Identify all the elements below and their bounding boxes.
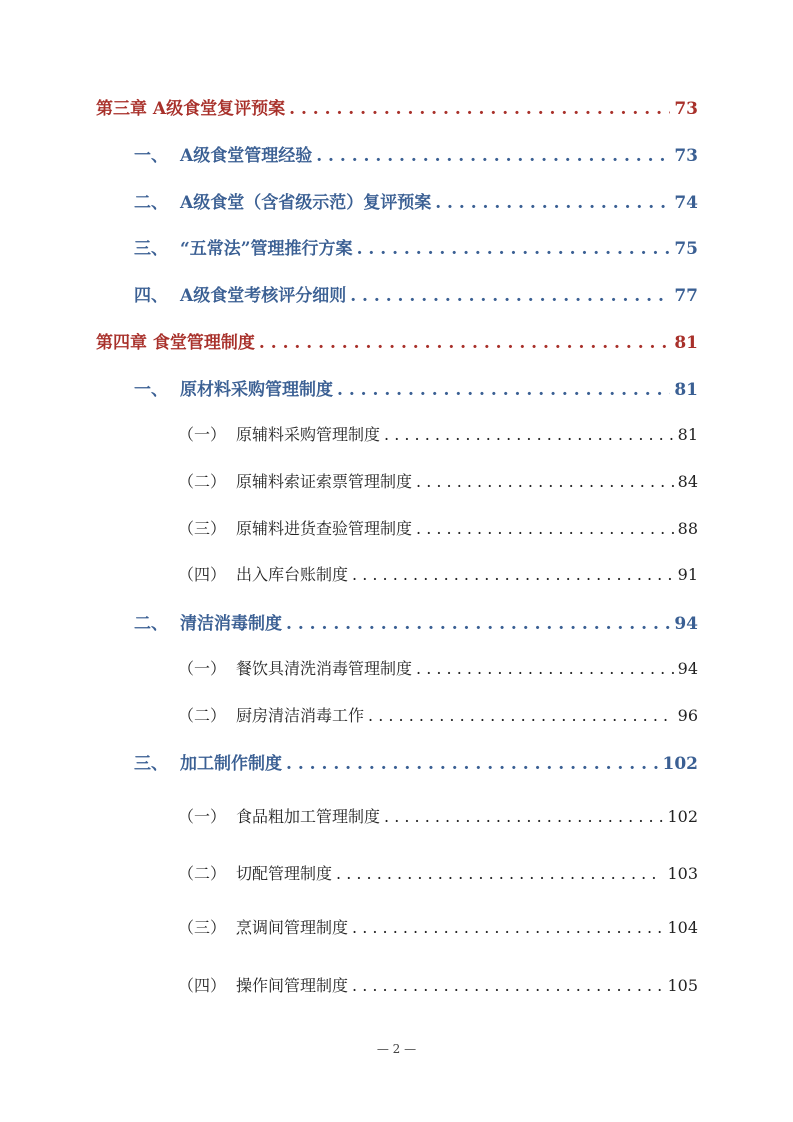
entry-title: A级食堂考核评分细则 (180, 286, 347, 306)
entry-title: 清洁消毒制度 (180, 614, 282, 634)
entry-number: （二） (178, 864, 227, 883)
entry-number: （三） (178, 918, 227, 937)
page-number: 81 (677, 425, 698, 444)
dot-leader (316, 146, 670, 166)
page-number: 94 (677, 659, 698, 678)
entry-number: 二、 (134, 614, 168, 634)
dot-leader (416, 472, 674, 491)
entry-title: 原辅料采购管理制度 (236, 425, 381, 444)
entry-title: 食品粗加工管理制度 (236, 807, 381, 826)
toc-entry-subsection[interactable] (178, 422, 698, 445)
toc-entry-section[interactable] (134, 375, 698, 400)
entry-number: 四、 (134, 286, 168, 306)
entry-title: 餐饮具清洗消毒管理制度 (236, 659, 413, 678)
page-number: 94 (674, 614, 698, 634)
toc-entry-section[interactable] (134, 749, 698, 774)
toc-entry-section[interactable] (134, 281, 698, 306)
entry-title: A级食堂管理经验 (180, 146, 313, 166)
page-number: 102 (662, 754, 698, 774)
page-number: 77 (674, 286, 698, 306)
entry-title: 厨房清洁消毒工作 (236, 706, 365, 725)
page-number: 88 (677, 519, 698, 538)
dot-leader (357, 239, 671, 259)
page-number: 84 (677, 472, 698, 491)
toc-entry-subsection[interactable] (178, 516, 698, 539)
dot-leader (286, 614, 670, 634)
entry-number: 第三章 (96, 99, 147, 119)
entry-title: “五常法”管理推行方案 (180, 239, 353, 259)
entry-title: 烹调间管理制度 (236, 918, 349, 937)
entry-title: 原辅料索证索票管理制度 (236, 472, 413, 491)
toc-entry-chapter-4[interactable] (96, 328, 698, 353)
entry-title: 加工制作制度 (180, 754, 282, 774)
toc-entry-subsection[interactable] (178, 861, 698, 884)
dot-leader (352, 976, 663, 995)
entry-number: （一） (178, 659, 227, 678)
entry-number: 三、 (134, 754, 168, 774)
entry-number: （三） (178, 519, 227, 538)
dot-leader (289, 99, 670, 119)
entry-number: 第四章 (96, 333, 147, 353)
toc-entry-section[interactable] (134, 188, 698, 213)
dot-leader (416, 659, 674, 678)
entry-title: 食堂管理制度 (152, 333, 255, 353)
page-number: 75 (674, 239, 698, 259)
entry-number: 一、 (134, 380, 168, 400)
dot-leader (352, 565, 674, 584)
dot-leader (286, 754, 659, 774)
toc-entry-section[interactable] (134, 234, 698, 259)
entry-title: 原材料采购管理制度 (180, 380, 333, 400)
dot-leader (259, 333, 670, 353)
toc-entry-subsection[interactable] (178, 973, 698, 996)
page-number: 74 (674, 193, 698, 213)
dot-leader (416, 519, 674, 538)
page-footer: — 2 — (376, 1042, 417, 1056)
entry-number: （二） (178, 472, 227, 491)
page-number: 102 (667, 807, 698, 826)
page-number: 81 (674, 333, 698, 353)
entry-number: 二、 (134, 193, 168, 213)
toc-entry-subsection[interactable] (178, 804, 698, 827)
entry-number: 三、 (134, 239, 168, 259)
entry-title: 切配管理制度 (236, 864, 333, 883)
page-number: 81 (674, 380, 698, 400)
toc-entry-subsection[interactable] (178, 469, 698, 492)
entry-title: 操作间管理制度 (236, 976, 349, 995)
entry-title: 原辅料进货查验管理制度 (236, 519, 413, 538)
toc-entry-subsection[interactable] (178, 915, 698, 938)
entry-number: 一、 (134, 146, 168, 166)
entry-title: A级食堂复评预案 (152, 99, 286, 119)
toc-entry-section[interactable] (134, 141, 698, 166)
dot-leader (337, 380, 670, 400)
entry-title: 出入库台账制度 (236, 565, 349, 584)
entry-number: （四） (178, 565, 227, 584)
toc-entry-subsection[interactable] (178, 656, 698, 679)
page-number: 73 (674, 146, 698, 166)
dot-leader (384, 807, 663, 826)
entry-number: （一） (178, 425, 227, 444)
toc-entry-subsection[interactable] (178, 703, 698, 726)
dot-leader (336, 864, 663, 883)
page-number: 103 (667, 864, 698, 883)
page-number: 96 (677, 706, 698, 725)
page-number: 105 (667, 976, 698, 995)
toc-entry-chapter-3[interactable] (96, 94, 698, 119)
entry-number: （一） (178, 807, 227, 826)
dot-leader (352, 918, 663, 937)
dot-leader (350, 286, 670, 306)
dot-leader (384, 425, 674, 444)
toc-entry-subsection[interactable] (178, 562, 698, 585)
toc-entry-section[interactable] (134, 609, 698, 634)
entry-title: A级食堂（含省级示范）复评预案 (180, 193, 432, 213)
page-number: 73 (674, 99, 698, 119)
dot-leader (435, 193, 670, 213)
page-number: 91 (677, 565, 698, 584)
entry-number: （四） (178, 976, 227, 995)
entry-number: （二） (178, 706, 227, 725)
page-number: 104 (667, 918, 698, 937)
dot-leader (368, 706, 674, 725)
